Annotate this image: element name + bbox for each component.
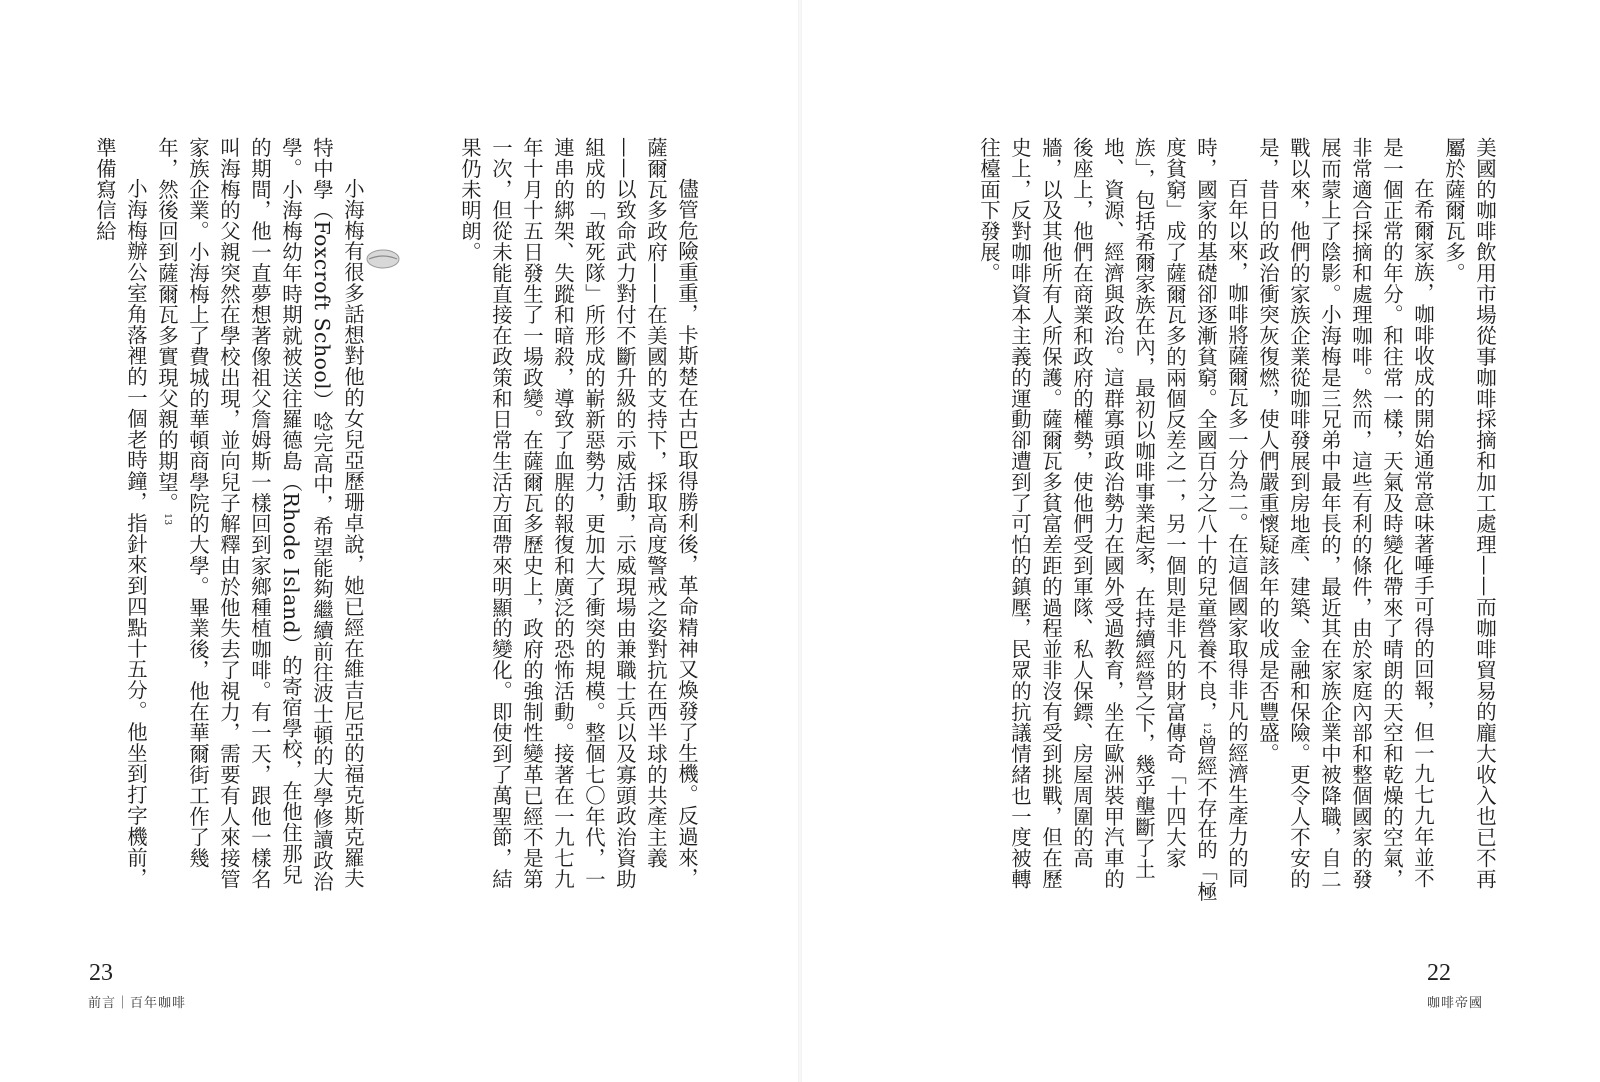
footnote-marker: 13 [162,513,172,526]
paragraph [151,137,368,902]
paragraph-text: 小海梅有很多話想對他的女兒亞歷珊卓說，她已經在維吉尼亞的福克斯克羅夫特中學（Foxcroft School）唸完高中，希望能夠繼續前往波士頓的大學修讀政治學。小海梅幼年時期就被送往羅德島（Rhode Island）的寄宿學校，在他住那兒的期間，他一直夢想著像祖父詹姆斯一樣回到家鄉種植咖啡。有一天，跟他一樣名叫海梅的父親突然在學校出現，並向兒子解釋由於他失去了視力，需要有人來接管家族企業。小海梅上了費城的華頓商學院的大學。畢業後，他在華爾街工作了幾年，然後回到薩爾瓦多實現父親的期望。 [155,137,365,892]
paragraph: 在希爾家族，咖啡收成的開始通常意味著唾手可得的回報，但一九七九年並不是一個正常的年分。和往常一樣，天氣及時變化帶來了晴朗的天空和乾燥的空氣，非常適合採摘和處理咖啡。然而，這些有利的條件，由於家庭內部和整個國家的發展而蒙上了陰影。小海梅是三兄弟中最年長的，最近其在家族企業中被降職，自二戰以來，他們的家族企業從咖啡發展到房地產、建築、金融和保險。更令人不安的是，昔日的政治衝突灰復燃，使人們嚴重懷疑該年的收成是否豐盛。 [1256,137,1435,890]
paragraph: 美國的咖啡飲用市場從事咖啡採摘和加工處理——而咖啡貿易的龐大收入也已不再屬於薩爾瓦多。 [1442,137,1497,890]
page-number-left: 23 [89,960,113,986]
running-head-right: 咖啡帝國 [1427,996,1484,1011]
coffee-bean-ornament-icon [365,247,401,271]
left-page-text-b [93,137,368,902]
paragraph-text: 曾經不存在的「極度貧窮」成了薩爾瓦多的兩個反差之一，另一個則是非凡的財富傳奇「十四大家族」，包括希爾家族在內，最初以咖啡事業起家，在持續經營之下，幾乎壟斷了土地、資源、經濟與政治。這群寡頭政治勢力在國外受過教育，坐在歐洲裝甲汽車的後座上，他們在商業和政府的權勢，使他們受到軍隊、私人保鏢、房屋周圍的高牆，以及其他所有人所保護。薩爾瓦多貧富差距的過程並非沒有受到挑戰，但在歷史上，反對咖啡資本主義的運動卻遭到了可怕的鎮壓，民眾的抗議情緒也一度被轉往檯面下發展。 [977,137,1218,902]
book-gutter [798,0,802,1082]
paragraph-text: 百年以來，咖啡將薩爾瓦多一分為二。在這個國家取得非凡的經濟生產力的同時，國家的基礎卻逐漸貧窮。全國百分之八十的兒童營養不良， [1194,137,1249,889]
paragraph: 小海梅辦公室角落裡的一個老時鐘，指針來到四點十五分。他坐到打字機前，準備寫信給 [93,137,148,889]
footnote-marker: 12 [1201,722,1211,735]
running-head-left: 前言｜百年咖啡 [88,996,187,1011]
page-number-right: 22 [1427,960,1451,986]
right-page-text [977,137,1500,902]
left-page-text-a [440,137,702,902]
paragraph [973,137,1252,902]
paragraph: 儘管危險重重，卡斯楚在古巴取得勝利後，革命精神又煥發了生機。反過來，薩爾瓦多政府——在美國的支持下，採取高度警戒之姿對抗在西半球的共產主義——以致命武力對付不斷升級的示威活動，示威現場由兼職士兵以及寡頭政治資助組成的「敢死隊」所形成的嶄新惡勢力，更加大了衝突的規模。整個七〇年代，一連串的綁架、失蹤和暗殺，導致了血腥的報復和廣泛的恐怖活動。接著在一九七九年十月十五日發生了一場政變。在薩爾瓦多歷史上，政府的強制性變革已經不是第一次，但從未能直接在政策和日常生活方面帶來明顯的變化。即使到了萬聖節，結果仍未明朗。 [458,137,699,890]
